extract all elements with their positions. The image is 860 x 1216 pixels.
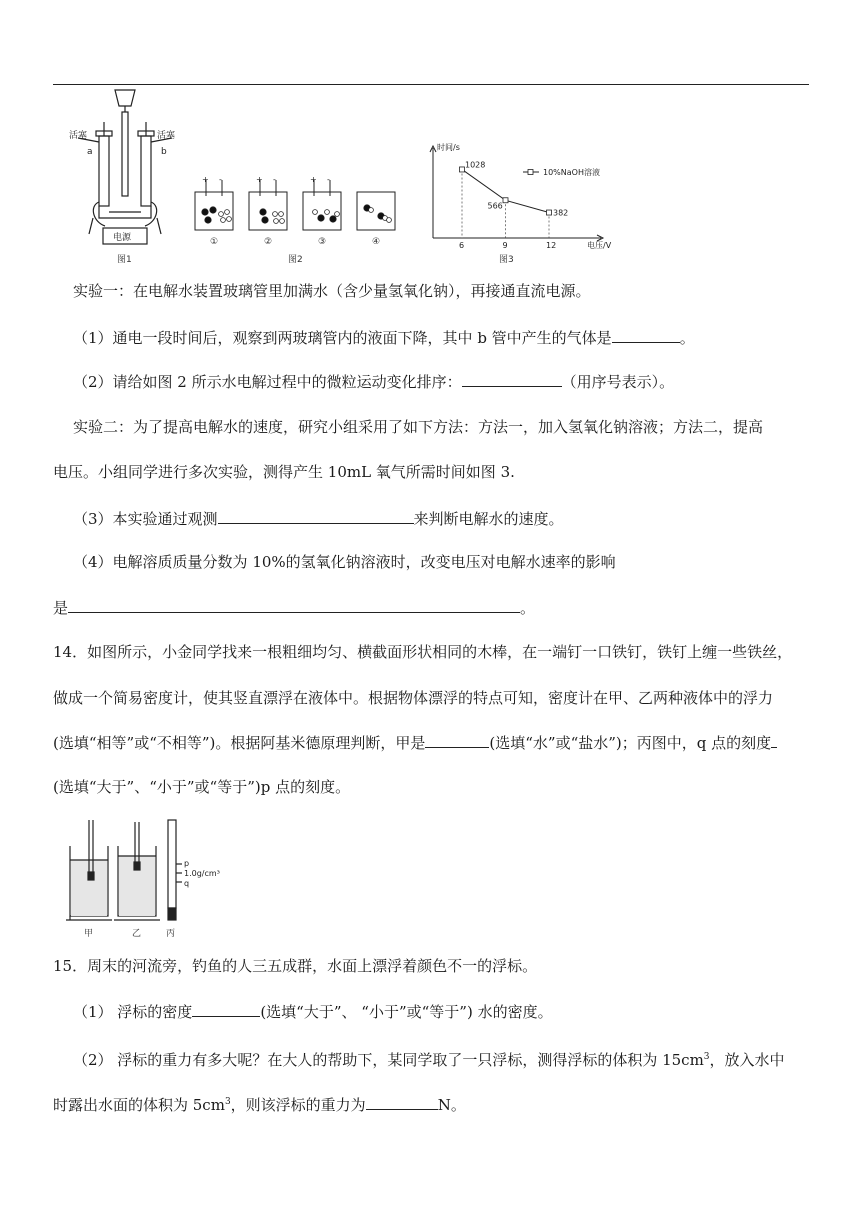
label-yi: 乙 (132, 929, 142, 939)
fig2-panel-box (357, 192, 395, 230)
fig2-particle (202, 209, 208, 215)
cylinder-jia (66, 820, 112, 920)
problem-14-text-b: (选填“水”或“盐水”)；丙图中，q 点的刻度 (489, 734, 772, 752)
question-1-text: （1）通电一段时间后，观察到两玻璃管内的液面下降，其中 b 管中产生的气体是 (73, 329, 612, 347)
question-3-end: 来判断电解水的速度。 (413, 510, 564, 528)
fig3-legend-marker (528, 170, 533, 175)
scale-p-label: p (184, 859, 190, 868)
fig2-panel-number: ③ (318, 237, 327, 247)
question-3-text: （3）本实验通过观测 (73, 510, 218, 528)
question-2-blank[interactable] (462, 370, 562, 387)
hydrometer-bing (168, 820, 182, 920)
fig2-panel-box (249, 192, 287, 230)
question-1-end: 。 (679, 329, 695, 347)
question-2-text: （2）请给如图 2 所示水电解过程中的微粒运动变化排序： (73, 373, 462, 391)
figure-hydrometer (60, 816, 250, 942)
question-4-line-1: （4）电解溶质质量分数为 10%的氢氧化钠溶液时，改变电压对电解水速率的影响 (73, 553, 616, 571)
question-1 (73, 326, 833, 349)
fig2-panel-box (303, 192, 341, 230)
fig1-electrolysis-apparatus (78, 90, 172, 244)
fig1-valve-right-label: 活塞 (157, 131, 176, 141)
question-2 (73, 370, 833, 393)
fig2-particle (335, 212, 340, 217)
fig2-particle (369, 208, 374, 213)
fig2-particle (260, 209, 266, 215)
problem-14-line-1: 14．如图所示，小金同学找来一根粗细均匀、横截面形状相同的木棒，在一端钉一口铁钉，铁钉上缠一些铁丝， (53, 643, 793, 661)
problem-15-q2-text-c: 时露出水面的体积为 5cm (53, 1096, 225, 1114)
fig2-panel-number: ② (264, 237, 273, 247)
problem-15-q2-line-2 (53, 1091, 813, 1116)
fig3-x-label: 电压/V (587, 241, 612, 250)
problem-15-q1-end: (选填“大于”、 “小于”或“等于”) 水的密度。 (260, 1003, 553, 1021)
label-jia: 甲 (84, 929, 94, 939)
fig3-data-label: 566 (487, 201, 503, 211)
experiment-1-text: 实验一：在电解水装置玻璃管里加满水（含少量氢氧化钠），再接通直流电源。 (73, 282, 591, 300)
fig2-plus-label: + (202, 175, 209, 184)
problem-15-text: 15．周末的河流旁，钓鱼的人三五成群，水面上漂浮着颜色不一的浮标。 (53, 957, 538, 975)
fig1-tube-b-label: b (161, 147, 167, 157)
problem-14-text-a: (选填“相等”或“不相等”)。根据阿基米德原理判断，甲是 (53, 734, 426, 752)
problem-15-q2-end: N。 (437, 1096, 466, 1114)
fig3-y-label: 时间/s (437, 143, 460, 152)
fig2-particle (219, 212, 224, 217)
fig2-particle (318, 215, 324, 221)
fig2-plus-label: + (256, 175, 263, 184)
problem-15-q1 (73, 1000, 833, 1023)
problem-15-q2-text-b: ，放入水中 (709, 1051, 785, 1069)
problem-14-blank-1[interactable] (425, 731, 489, 748)
fig2-caption: 图2 (288, 255, 303, 265)
cylinder-yi (114, 822, 160, 920)
question-4-blank[interactable] (68, 596, 520, 613)
scale-mid-label: 1.0g/cm³ (184, 869, 220, 878)
fig2-particle-panels (195, 175, 395, 247)
problem-15-q1-blank[interactable] (192, 1000, 260, 1017)
fig3-caption: 图3 (499, 255, 514, 265)
fig2-particle (280, 219, 285, 224)
fig3-point (503, 198, 508, 203)
fig2-particle (273, 212, 278, 217)
fig2-particle (205, 217, 211, 223)
fig2-particle (225, 210, 230, 215)
fig2-particle (387, 218, 392, 223)
fig2-particle (274, 219, 279, 224)
problem-14-line-2: 做成一个简易密度计，使其竖直漂浮在液体中。根据物体漂浮的特点可知，密度计在甲、乙两种液体中的浮力 (53, 689, 774, 707)
fig2-minus-label: - (219, 175, 222, 184)
fig3-point (460, 167, 465, 172)
problem-15-q2-text-a: （2） 浮标的重力有多大呢？在大人的帮助下，某同学取了一只浮标，测得浮标的体积为 15cm (73, 1051, 704, 1069)
problem-15-q2-sup-1: 3 (703, 1052, 710, 1062)
question-4-prefix: 是 (53, 599, 69, 617)
question-4-line-2 (53, 596, 813, 619)
fig2-particle (330, 216, 336, 222)
question-1-blank[interactable] (612, 326, 680, 343)
fig2-particle (325, 210, 330, 215)
fig1-valve-left-label: 活塞 (69, 131, 88, 141)
fig2-particle (221, 218, 226, 223)
experiment-2-line-2: 电压。小组同学进行多次实验，测得产生 10mL 氧气所需时间如图 3. (53, 463, 515, 481)
problem-15-q2-text-d: ，则该浮标的重力为 (230, 1096, 366, 1114)
fig2-particle (227, 217, 232, 222)
fig3-data-label: 382 (553, 208, 569, 218)
problem-15-q1-text: （1） 浮标的密度 (73, 1003, 193, 1021)
problem-14-blank-2[interactable] (771, 731, 777, 748)
fig2-plus-label: + (310, 175, 317, 184)
problem-14-line-3 (53, 731, 813, 754)
fig3-x-tick: 6 (459, 241, 465, 250)
problem-15-q2-sup-2: 3 (224, 1097, 231, 1107)
scale-q-label: q (184, 879, 190, 888)
fig3-x-tick: 12 (546, 241, 557, 250)
fig3-x-tick: 9 (502, 241, 508, 250)
fig2-panel-number: ① (210, 237, 219, 247)
fig3-data-label: 1028 (465, 160, 486, 170)
problem-14-line-4: (选填“大于”、“小于”或“等于”)p 点的刻度。 (53, 778, 351, 796)
header-rule (53, 84, 809, 85)
fig3-legend-label: 10%NaOH溶液 (543, 168, 600, 177)
fig2-particle (210, 207, 216, 213)
fig1-tube-a-label: a (87, 147, 93, 157)
fig2-particle (262, 217, 268, 223)
fig2-minus-label: - (327, 175, 330, 184)
question-3 (73, 507, 833, 530)
fig3-chart (430, 142, 612, 265)
figure-row-top (53, 86, 653, 268)
question-3-blank[interactable] (218, 507, 414, 524)
label-bing: 丙 (166, 929, 176, 939)
fig2-particle (313, 210, 318, 215)
experiment-2-line-1: 实验二：为了提高电解水的速度，研究小组采用了如下方法：方法一，加入氢氧化钠溶液；方法二，提高 (73, 418, 764, 436)
fig1-caption: 图1 (117, 255, 132, 265)
fig1-power-label: 电源 (113, 233, 132, 243)
fig2-particle (279, 212, 284, 217)
fig2-panel-number: ④ (372, 237, 381, 247)
fig3-point (547, 210, 552, 215)
fig2-minus-label: - (273, 175, 276, 184)
question-4-end: 。 (520, 599, 536, 617)
problem-15-q2-line-1 (73, 1046, 833, 1071)
question-2-end: （用序号表示）。 (561, 373, 675, 391)
problem-15-q2-blank[interactable] (366, 1093, 438, 1110)
